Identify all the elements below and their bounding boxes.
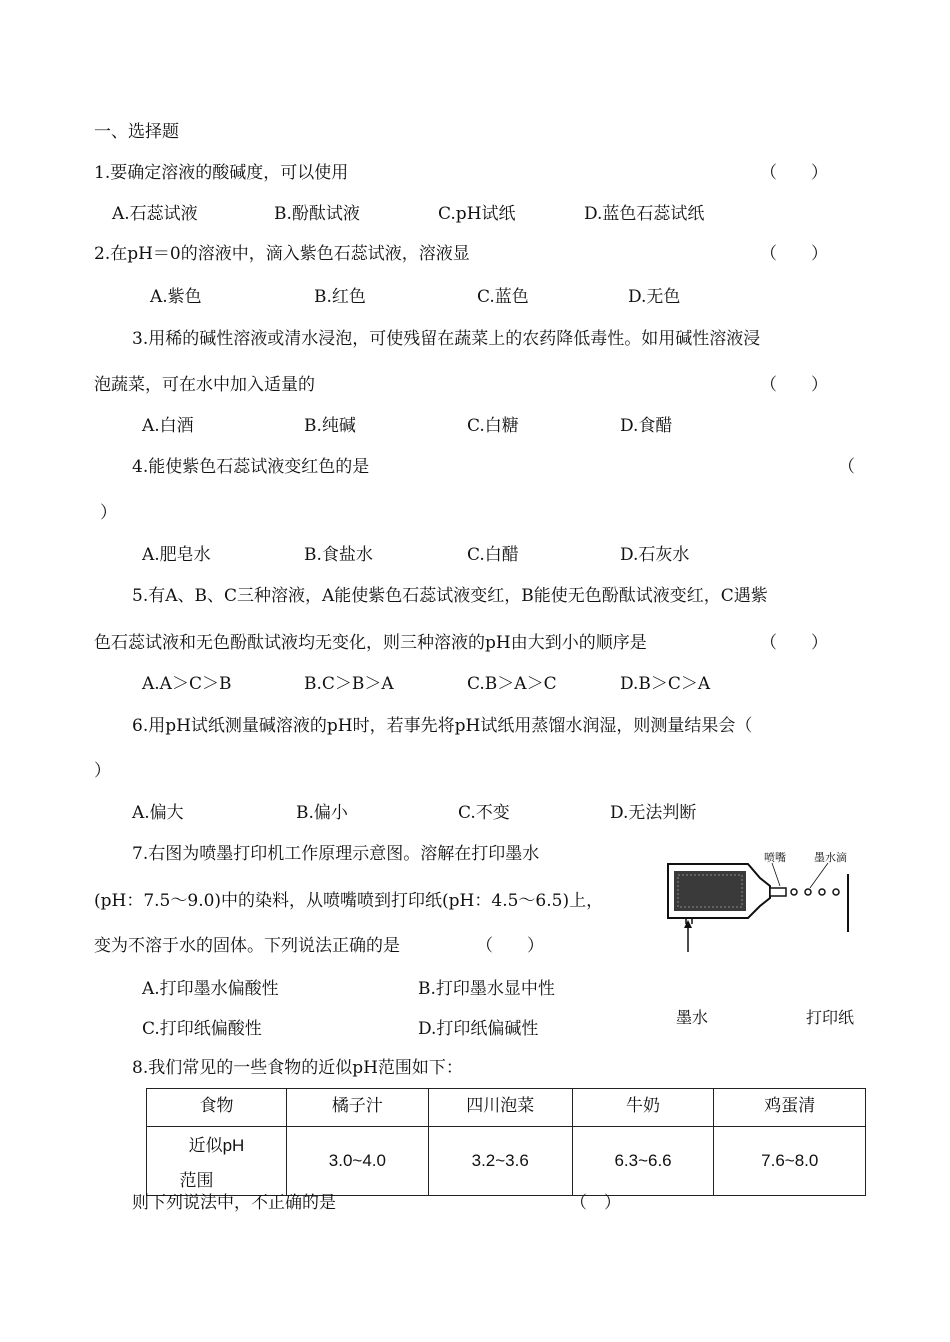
q2-option-c: C.蓝色 [477, 287, 529, 307]
table-header-cell: 食物 [147, 1089, 287, 1127]
row-label-line1: 近似pH [188, 1136, 245, 1155]
q7-stem-line1: 7.右图为喷墨打印机工作原理示意图。溶解在打印墨水 [132, 844, 540, 864]
q1-option-b: B.酚酞试液 [274, 204, 360, 224]
q6-option-c: C.不变 [458, 803, 510, 823]
table-header-cell: 橘子汁 [286, 1089, 428, 1127]
table-header-cell: 四川泡菜 [428, 1089, 572, 1127]
q3-option-b: B.纯碱 [304, 416, 356, 436]
q7-option-d: D.打印纸偏碱性 [418, 1019, 539, 1039]
q4-option-d: D.石灰水 [620, 545, 690, 565]
q7-option-b: B.打印墨水显中性 [418, 979, 555, 999]
q8-stem: 8.我们常见的一些食物的近似pH范围如下： [132, 1058, 463, 1078]
q2-option-b: B.红色 [314, 287, 366, 307]
table-cell: 3.2~3.6 [428, 1127, 572, 1196]
q5-option-c: C.B＞A＞C [467, 674, 557, 694]
q4-option-a: A.肥皂水 [142, 545, 211, 565]
q5-stem-line1: 5.有A、B、C三种溶液，A能使紫色石蕊试液变红，B能使无色酚酞试液变红，C遇紫 [132, 586, 768, 606]
q1-option-c: C.pH试纸 [438, 204, 516, 224]
q2-answer-paren: （ ） [760, 244, 828, 264]
q2-stem: 2.在pH＝0的溶液中，滴入紫色石蕊试液，溶液显 [94, 244, 470, 264]
q4-stem: 4.能使紫色石蕊试液变红色的是 [132, 457, 370, 477]
ink-droplet [819, 889, 825, 895]
q3-stem-line1: 3.用稀的碱性溶液或清水浸泡，可使残留在蔬菜上的农药降低毒性。如用碱性溶液浸 [132, 329, 761, 349]
q2-option-a: A.紫色 [150, 287, 202, 307]
q1-answer-paren: （ ） [760, 163, 828, 183]
q3-option-a: A.白酒 [142, 416, 194, 436]
q7-option-c: C.打印纸偏酸性 [142, 1019, 262, 1039]
table-row-label [147, 1127, 287, 1196]
q4-paren-close: ） [100, 503, 117, 523]
ink-droplet [833, 889, 839, 895]
row-label-line2: 范围 [179, 1171, 214, 1190]
nozzle [770, 888, 786, 896]
q8-answer-paren: （ ） [570, 1193, 621, 1213]
table-cell: 3.0~4.0 [286, 1127, 428, 1196]
table-header-cell: 鸡蛋清 [714, 1089, 866, 1127]
q4-option-c: C.白醋 [467, 545, 519, 565]
table-row [147, 1127, 866, 1196]
q5-stem-line2: 色石蕊试液和无色酚酞试液均无变化，则三种溶液的pH由大到小的顺序是 [94, 633, 647, 653]
q6-option-d: D.无法判断 [610, 803, 697, 823]
q7-stem-line2: (pH：7.5～9.0)中的染料，从喷嘴喷到打印纸(pH：4.5～6.5)上， [94, 891, 604, 911]
table-cell: 6.3~6.6 [572, 1127, 714, 1196]
q6-option-a: A.偏大 [132, 803, 184, 823]
q4-paren-open: （ [838, 457, 855, 477]
q8-after: 则下列说法中，不正确的是 [132, 1193, 336, 1213]
q6-option-b: B.偏小 [296, 803, 348, 823]
q3-answer-paren: （ ） [760, 375, 828, 395]
figure-label-ink: 墨水 [676, 1008, 709, 1027]
q7-stem-line3: 变为不溶于水的固体。下列说法正确的是 [94, 936, 400, 956]
top-label-left: 喷嘴 [764, 852, 786, 864]
q5-option-a: A.A＞C＞B [142, 674, 232, 694]
q6-stem-line1: 6.用pH试纸测量碱溶液的pH时，若事先将pH试纸用蒸馏水润湿，则测量结果会（ [132, 716, 753, 736]
q1-option-d: D.蓝色石蕊试纸 [584, 204, 705, 224]
q5-answer-paren: （ ） [760, 633, 828, 653]
top-label-right: 墨水滴 [814, 852, 847, 864]
q5-option-b: B.C＞B＞A [304, 674, 394, 694]
ink-droplet [791, 889, 797, 895]
section-title: 一、选择题 [94, 122, 179, 142]
table-header-cell: 牛奶 [572, 1089, 714, 1127]
ink-reservoir [674, 871, 746, 911]
inkjet-diagram-svg [660, 852, 860, 962]
table-header-row [147, 1089, 866, 1127]
table-cell: 7.6~8.0 [714, 1127, 866, 1196]
q4-option-b: B.食盐水 [304, 545, 373, 565]
q3-option-d: D.食醋 [620, 416, 673, 436]
q3-option-c: C.白糖 [467, 416, 519, 436]
ph-table [146, 1088, 866, 1196]
q6-paren-close: ） [94, 761, 111, 781]
q1-option-a: A.石蕊试液 [112, 204, 198, 224]
inkjet-printer-diagram [660, 852, 860, 962]
q3-stem-line2: 泡蔬菜，可在水中加入适量的 [94, 375, 315, 395]
q7-option-a: A.打印墨水偏酸性 [142, 979, 279, 999]
figure-label-paper: 打印纸 [806, 1008, 855, 1027]
q1-stem: 1.要确定溶液的酸碱度，可以使用 [94, 163, 349, 183]
q2-option-d: D.无色 [628, 287, 681, 307]
q5-option-d: D.B＞C＞A [620, 674, 711, 694]
ink-droplet [805, 889, 811, 895]
q7-answer-paren: （ ） [476, 936, 544, 956]
